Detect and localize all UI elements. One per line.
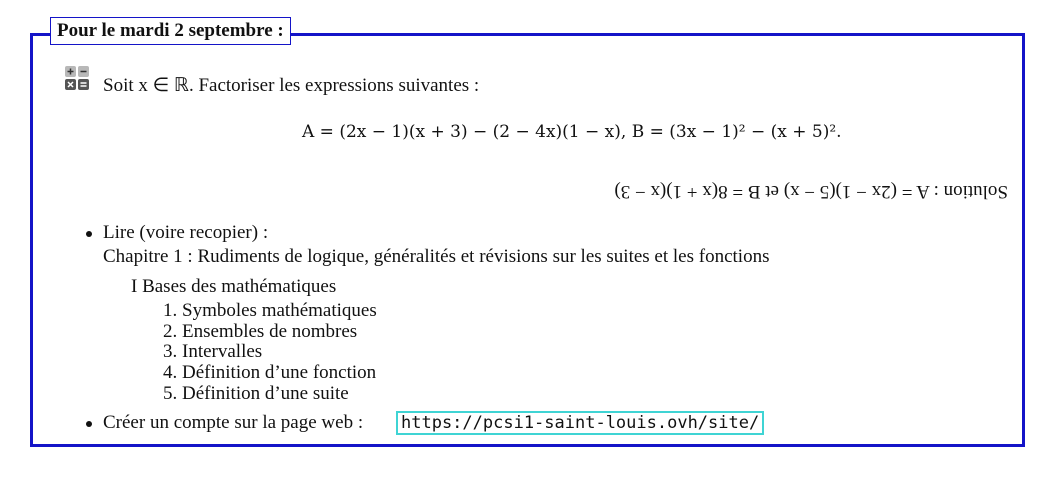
bullet-dot xyxy=(86,421,92,427)
exercise-intro: Soit x ∈ ℝ. Factoriser les expressions suivantes : xyxy=(103,75,480,96)
website-link[interactable]: https://pcsi1-saint-louis.ovh/site/ xyxy=(396,411,764,435)
assignment-title: Pour le mardi 2 septembre : xyxy=(50,17,291,45)
account-text: Créer un compte sur la page web : xyxy=(103,412,364,433)
exercise-solution-upside-down: Solution : A = (2x − 1)(5 − x) et B = 8(x + 1)(x − 3) xyxy=(614,181,1008,202)
list-item: 1. Symboles mathématiques xyxy=(163,300,377,321)
list-item: 5. Définition d’une suite xyxy=(163,383,349,404)
list-item: 3. Intervalles xyxy=(163,341,263,362)
reading-bullet: Lire (voire recopier) : xyxy=(103,222,269,243)
list-item: 2. Ensembles de nombres xyxy=(163,321,358,342)
chapter-title: Chapitre 1 : Rudiments de logique, généralités et révisions sur les suites et les fonctions xyxy=(103,246,770,267)
section-title: I Bases des mathématiques xyxy=(131,276,337,297)
list-item: 4. Définition d’une fonction xyxy=(163,362,377,383)
calculator-icon xyxy=(65,66,89,90)
bullet-dot xyxy=(86,231,92,237)
exercise-formula: A = (2x − 1)(x + 3) − (2 − 4x)(1 − x), B = (3x − 1)² − (x + 5)². xyxy=(302,122,842,142)
